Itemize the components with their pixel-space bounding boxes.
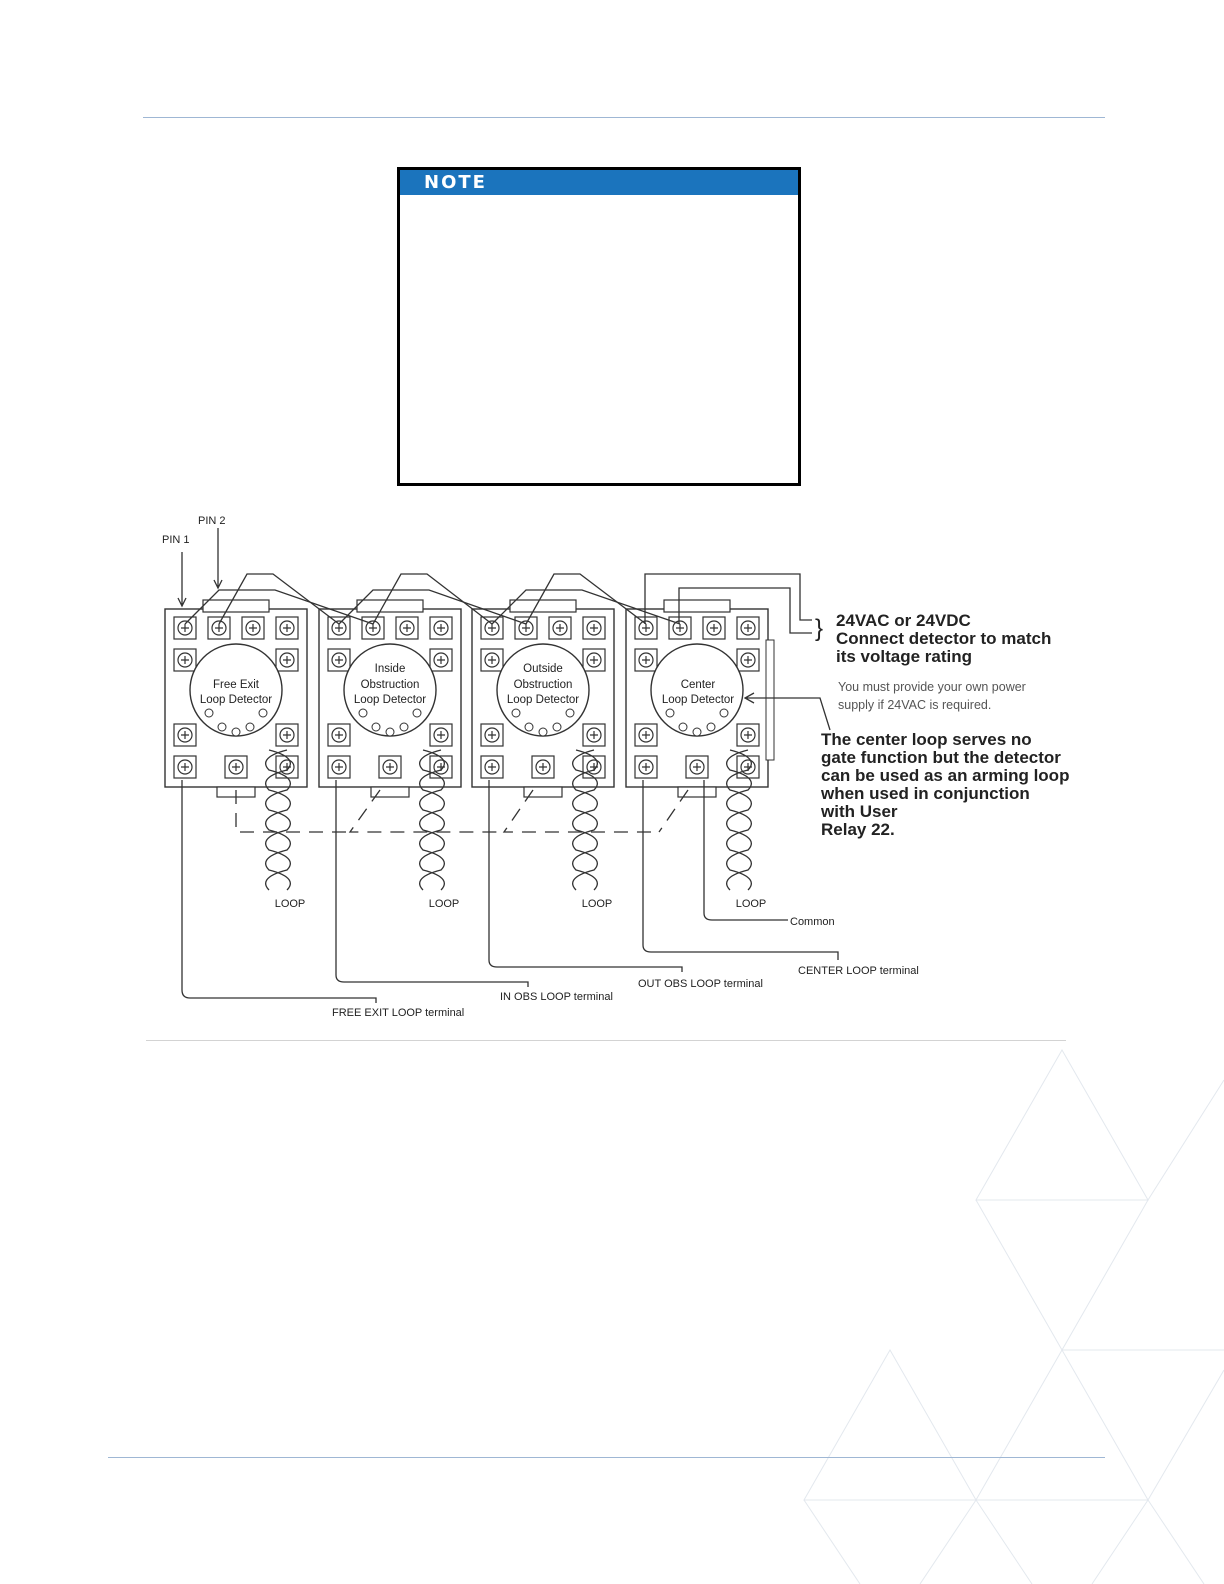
socket-pin — [666, 709, 674, 717]
detector-label-line: Loop Detector — [353, 694, 427, 706]
center-note-line: with User — [821, 802, 898, 821]
center-note-line: The center loop serves no — [821, 730, 1032, 749]
socket-pin — [246, 723, 254, 731]
socket-pin — [359, 709, 367, 717]
detector-label-line: Inside — [374, 663, 406, 675]
pin1-arrow — [178, 552, 186, 606]
center-terminal-label: CENTER LOOP terminal — [798, 965, 919, 977]
socket-pin — [566, 709, 574, 717]
module-top-tab — [510, 600, 576, 612]
power-note-line: supply if 24VAC is required. — [838, 698, 992, 712]
module-top-tab — [203, 600, 269, 612]
common-dashed-wire — [236, 790, 688, 832]
socket-pin — [218, 723, 226, 731]
socket-pin — [693, 728, 701, 736]
module-side-rail — [766, 640, 774, 760]
out-obs-terminal-wire — [489, 780, 682, 972]
detector-label-line: Obstruction — [513, 679, 573, 691]
loop-label: LOOP — [581, 898, 613, 910]
center-terminal-wire — [643, 780, 838, 960]
detector-label-line: Loop Detector — [506, 694, 580, 706]
center-note-line: Relay 22. — [821, 820, 895, 839]
brace-icon: } — [815, 615, 824, 642]
loop-label: LOOP — [735, 898, 767, 910]
detector-label-line: Obstruction — [360, 679, 420, 691]
center-note-line: can be used as an arming loop — [821, 766, 1070, 785]
socket-pin — [720, 709, 728, 717]
footer-rule — [108, 1457, 1105, 1458]
socket-pin — [205, 709, 213, 717]
in-obs-terminal-label: IN OBS LOOP terminal — [500, 991, 613, 1003]
common-label: Common — [790, 916, 835, 928]
socket-pin — [679, 723, 687, 731]
center-note-line: gate function but the detector — [821, 748, 1061, 767]
detector-label-line: Loop Detector — [661, 694, 735, 706]
detector-label-line: Free Exit — [212, 679, 260, 691]
module-top-tab — [664, 600, 730, 612]
loop-label: LOOP — [428, 898, 460, 910]
free-exit-terminal-label: FREE EXIT LOOP terminal — [332, 1007, 465, 1019]
socket-pin — [553, 723, 561, 731]
diagram-divider — [146, 1040, 1066, 1041]
power-line: Connect detector to match — [836, 629, 1052, 648]
detector-label-line: Center — [680, 679, 716, 691]
power-line: its voltage rating — [836, 647, 973, 666]
socket-pin — [259, 709, 267, 717]
detector-label-line: Loop Detector — [199, 694, 273, 706]
detector-label-line: Outside — [523, 663, 563, 675]
socket-pin — [512, 709, 520, 717]
out-obs-terminal-label: OUT OBS LOOP terminal — [638, 978, 763, 990]
socket-pin — [372, 723, 380, 731]
socket-pin — [539, 728, 547, 736]
center-note-line: when used in conjunction — [821, 784, 1030, 803]
socket-pin — [707, 723, 715, 731]
power-note-line: You must provide your own power — [838, 680, 1026, 694]
pin2-arrow — [214, 528, 222, 588]
socket-pin — [232, 728, 240, 736]
pin2-label: PIN 2 — [198, 515, 226, 527]
power-line: 24VAC or 24VDC — [836, 611, 971, 630]
socket-pin — [413, 709, 421, 717]
loop-label: LOOP — [274, 898, 306, 910]
note-header: NOTE — [400, 170, 798, 195]
pin1-label: PIN 1 — [162, 534, 190, 546]
socket-pin — [386, 728, 394, 736]
socket-pin — [525, 723, 533, 731]
socket-pin — [400, 723, 408, 731]
module-top-tab — [357, 600, 423, 612]
